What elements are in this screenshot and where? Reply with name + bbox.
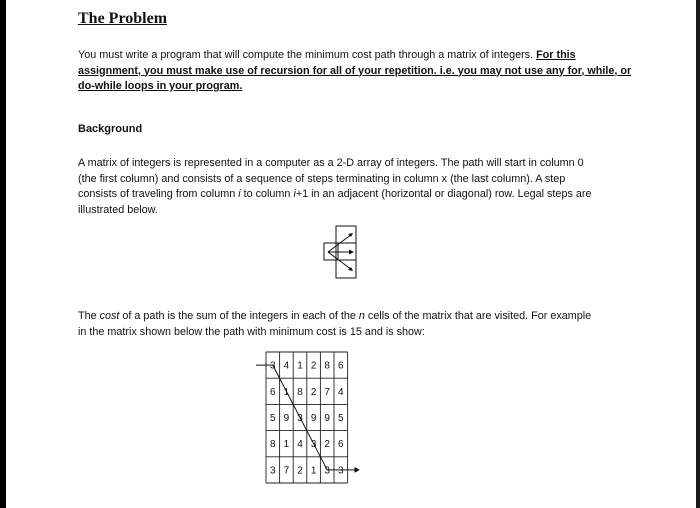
- matrix-cell-value: 2: [324, 439, 330, 451]
- matrix-cell-value: 9: [324, 413, 330, 424]
- cost-paragraph: [78, 309, 598, 340]
- intro-text: You must write a program that will compute the minimum cost path through a matrix of integers.: [78, 49, 537, 61]
- matrix-cell-value: 1: [297, 360, 303, 372]
- matrix-cell-value: 6: [338, 360, 344, 372]
- bg-text-c: +1 in an adjacent (horizontal or diagonal) row. Legal steps are illustrated below.: [78, 188, 592, 216]
- matrix-cell-value: 4: [338, 386, 344, 398]
- matrix-cell-value: 4: [297, 439, 303, 451]
- matrix-cell-value: 2: [310, 386, 317, 398]
- matrix-cell-value: 3: [270, 465, 276, 477]
- matrix-cell-value: 1: [283, 386, 290, 398]
- matrix-cell-value: 9: [283, 413, 290, 424]
- bg-text-a: A matrix of integers is represented in a computer as a 2-D array of integers. The path will start in column 0 (the first column) and consists of a sequence of steps terminating in column x (the last column). A step consists of traveling from column: [78, 157, 584, 200]
- cost-text-b: cells of the matrix that are visited. For example in the matrix shown below the path with minimum cost is 15 and is show:: [78, 310, 592, 338]
- matrix-cell-value: 3: [324, 465, 330, 477]
- bg-var-i: i: [238, 188, 241, 200]
- matrix-cell-value: 8: [297, 386, 303, 398]
- matrix-cell-value: 3: [310, 439, 317, 451]
- matrix-cell-value: 2: [310, 360, 317, 372]
- cost-matrix: [256, 350, 380, 486]
- matrix-cell-value: 3: [270, 360, 276, 372]
- matrix-cell-value: 7: [283, 465, 290, 477]
- matrix-cell-value: 7: [324, 386, 330, 398]
- page-title: The Problem: [78, 10, 168, 27]
- matrix-cell-value: 8: [324, 360, 330, 372]
- cost-text-the: The: [78, 310, 100, 322]
- matrix-cell-value: 6: [338, 439, 344, 451]
- matrix-cell-value: 1: [283, 439, 290, 451]
- matrix-cell-value: 8: [270, 439, 276, 451]
- bg-text-b: to column: [240, 188, 294, 200]
- matrix-cell-value: 3: [338, 465, 344, 477]
- matrix-cell-value: 9: [310, 413, 317, 424]
- matrix-cell-value: 4: [283, 360, 290, 372]
- matrix-cell-value: 5: [338, 413, 344, 424]
- page-edge-right: [696, 0, 700, 508]
- cost-word: cost: [99, 310, 120, 322]
- matrix-cell-value: 5: [270, 413, 276, 424]
- step-cell-up-right: [336, 226, 356, 243]
- path-arrowhead: [355, 467, 360, 473]
- cost-text-a: of a path is the sum of the integers in each of the: [119, 310, 359, 322]
- recursion-requirement: For this assignment, you must make use of recursion for all of your repetition. i.e. you may not use any for, while, or do-while loops in your program.: [78, 49, 632, 92]
- matrix-cell-value: 1: [310, 465, 317, 477]
- page-edge-left: [0, 0, 6, 508]
- legal-steps-figure: [322, 224, 372, 280]
- step-arrow-down: [328, 252, 352, 270]
- background-paragraph: [78, 156, 604, 218]
- matrix-cell-value: 3: [297, 413, 303, 424]
- intro-paragraph: [78, 48, 638, 95]
- background-heading: Background: [78, 123, 143, 135]
- bg-var-i-next: i: [293, 188, 296, 200]
- matrix-cell-value: 2: [297, 465, 303, 477]
- step-cell-down-right: [336, 260, 356, 278]
- matrix-cell-value: 6: [270, 386, 276, 398]
- cost-var-n: n: [358, 310, 365, 322]
- arrowhead-horizontal: [349, 250, 354, 255]
